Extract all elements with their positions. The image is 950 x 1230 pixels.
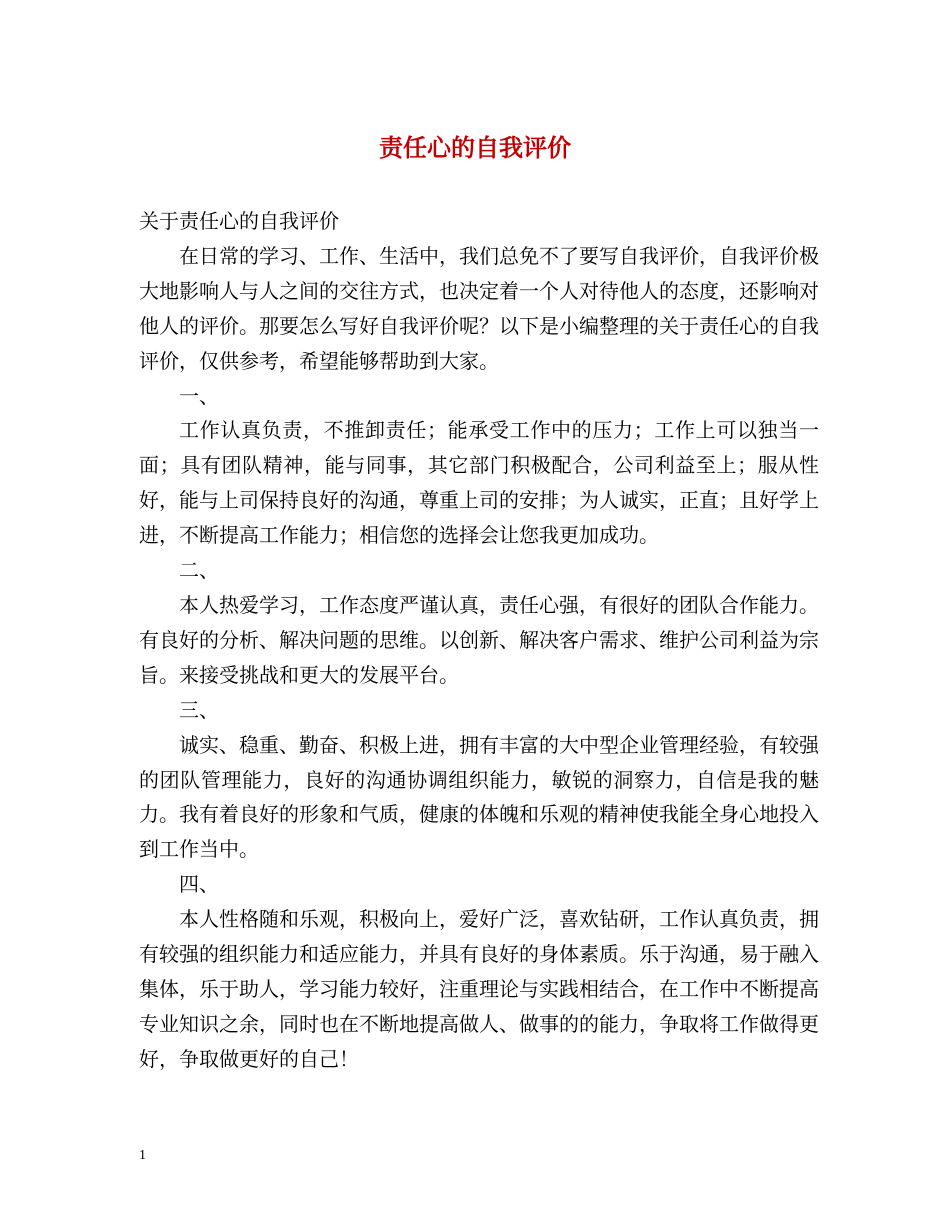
paragraph-section-2: 本人热爱学习，工作态度严谨认真，责任心强，有很好的团队合作能力。有良好的分析、解决问题的思维。以创新、解决客户需求、维护公司利益为宗旨。来接受挑战和更大的发展平台。: [139, 592, 819, 687]
paragraph-section-3: 诚实、稳重、勤奋、积极上进，拥有丰富的大中型企业管理经验，有较强的团队管理能力，良好的沟通协调组织能力，敏锐的洞察力，自信是我的魅力。我有着良好的形象和气质，健康的体魄和乐观的精神使我能全身心地投入到工作当中。: [139, 732, 819, 862]
section-label-1: 一、: [179, 383, 219, 408]
paragraph-section-4: 本人性格随和乐观，积极向上，爱好广泛，喜欢钻研，工作认真负责，拥有较强的组织能力和适应能力，并具有良好的身体素质。乐于沟通，易于融入集体，乐于助人，学习能力较好，注重理论与实践相结合，在工作中不断提高专业知识之余，同时也在不断地提高做人、做事的的能力，争取将工作做得更好，争取做更好的自己！: [139, 907, 819, 1071]
section-label-3: 三、: [179, 697, 219, 722]
section-label-4: 四、: [179, 872, 219, 897]
section-label-2: 二、: [179, 558, 219, 583]
paragraph-heading: 关于责任心的自我评价: [139, 209, 339, 233]
paragraph-section-1: 工作认真负责，不推卸责任；能承受工作中的压力；工作上可以独当一面；具有团队精神，能与同事，其它部门积极配合，公司利益至上；服从性好，能与上司保持良好的沟通，尊重上司的安排；为人诚实，正直；且好学上进，不断提高工作能力；相信您的选择会让您我更加成功。: [139, 418, 819, 548]
document-body: [139, 204, 819, 1077]
page-number: 1: [139, 1148, 146, 1163]
paragraph-intro: 在日常的学习、工作、生活中，我们总免不了要写自我评价，自我评价极大地影响人与人之间的交往方式，也决定着一个人对待他人的态度，还影响对他人的评价。那要怎么写好自我评价呢？以下是小编整理的关于责任心的自我评价，仅供参考，希望能够帮助到大家。: [139, 243, 819, 373]
document-title: 责任心的自我评价: [379, 133, 571, 162]
